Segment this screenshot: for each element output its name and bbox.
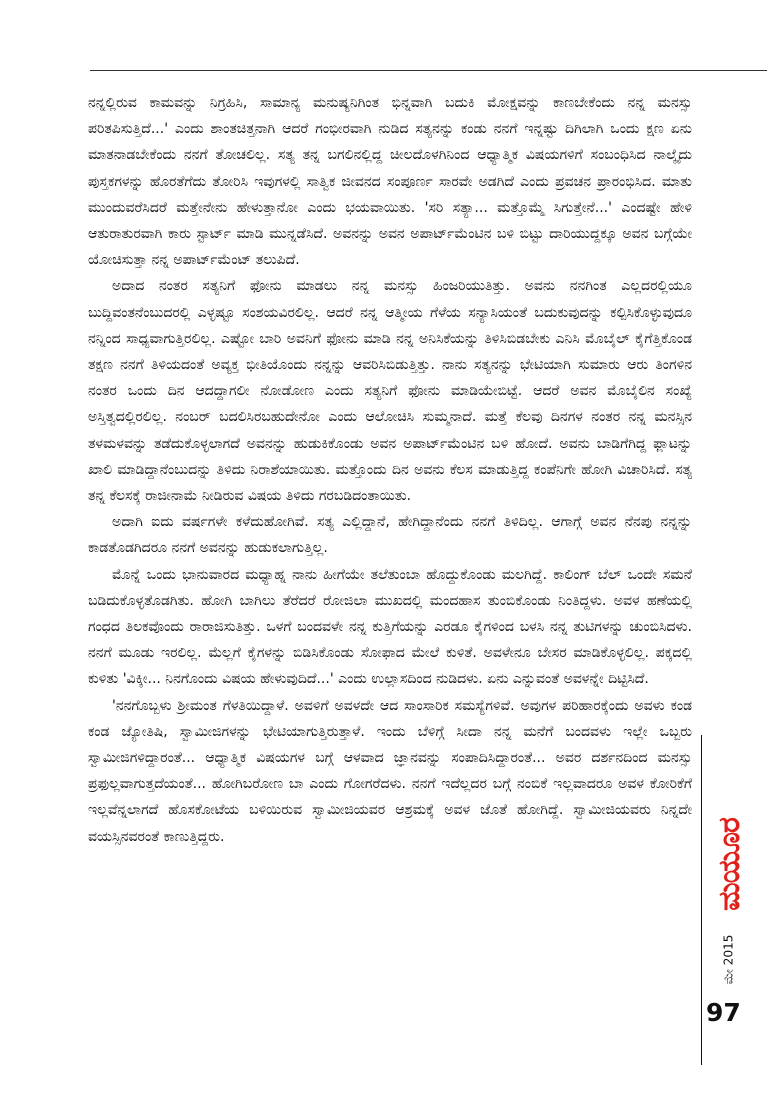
paragraph-4: ಮೊನ್ನೆ ಒಂದು ಭಾನುವಾರದ ಮಧ್ಯಾಹ್ನ ನಾನು ಹೀಗೆಯೇ ತಲೆತುಂಬಾ ಹೊದ್ದುಕೊಂಡು ಮಲಗಿದ್ದೆ. ಕಾಲಿಂಗ್ ಬೆಲ್ ಒಂದೇ ಸಮನೆ ಬಡಿದುಕೊಳ್ಳತೊಡಗಿತು. ಹೋಗಿ ಬಾಗಿಲು ತೆರೆದರೆ ರೋಜಿಲಾ ಮುಖದಲ್ಲಿ ಮಂದಹಾಸ ತುಂಬಿಕೊಂಡು ನಿಂತಿದ್ದಳು. ಅವಳ ಹಣೆಯಲ್ಲಿ ಗಂಧದ ತಿಲಕವೊಂದು ರಾರಾಜಿಸುತಿತ್ತು. ಒಳಗೆ ಬಂದವಳೇ ನನ್ನ ಕುತ್ತಿಗೆಯನ್ನು ಎರಡೂ ಕೈಗಳಿಂದ ಬಳಸಿ ನನ್ನ ತುಟಿಗಳನ್ನು ಚುಂಬಿಸಿದಳು. ನನಗೆ ಮೂಡು ಇರಲಿಲ್ಲ. ಮೆಲ್ಲಗೆ ಕೈಗಳನ್ನು ಬಿಡಿಸಿಕೊಂಡು ಸೋಫಾದ ಮೇಲೆ ಕುಳಿತೆ. ಅವಳೇನೂ ಬೇಸರ ಮಾಡಿಕೊಳ್ಳಲಿಲ್ಲ. ಪಕ್ಕದಲ್ಲಿ ಕುಳಿತು 'ವಿಕ್ಕೀ... ನಿನಗೊಂದು ವಿಷಯ ಹೇಳುವುದಿದೆ...' ಎಂದು ಉಲ್ಲಾಸದಿಂದ ನುಡಿದಳು. ಏನು ಎನ್ನುವಂತೆ ಅವಳನ್ನೇ ದಿಟ್ಟಿಸಿದೆ.: [88, 566, 692, 688]
margin-rule: [701, 735, 702, 1065]
paragraph-1: ನನ್ನಲ್ಲಿರುವ ಕಾಮವನ್ನು ನಿಗ್ರಹಿಸಿ, ಸಾಮಾನ್ಯ ಮನುಷ್ಯನಿಗಿಂತ ಭಿನ್ನವಾಗಿ ಬದುಕಿ ಮೋಕ್ಷವನ್ನು ಕಾಣಬೇಕೆಂದು ನನ್ನ ಮನಸ್ಸು ಪರಿತಪಿಸುತ್ತಿದೆ...' ಎಂದು ಶಾಂತಚಿತ್ತನಾಗಿ ಆದರೆ ಗಂಭೀರವಾಗಿ ನುಡಿದ ಸತ್ಯನನ್ನು ಕಂಡು ನನಗೆ ಇನ್ನಷ್ಟು ದಿಗಿಲಾಗಿ ಒಂದು ಕ್ಷಣ ಏನು ಮಾತನಾಡಬೇಕೆಂದು ನನಗೆ ತೋಚಲಿಲ್ಲ. ಸತ್ಯ ತನ್ನ ಬಗಲಿನಲ್ಲಿದ್ದ ಚೀಲದೊಳಗಿನಿಂದ ಆಧ್ಯಾತ್ಮಿಕ ವಿಷಯಗಳಿಗೆ ಸಂಬಂಧಿಸಿದ ನಾಲ್ಕೈದು ಪುಸ್ತಕಗಳನ್ನು ಹೊರತೆಗೆದು ತೋರಿಸಿ ಇವುಗಳಲ್ಲಿ ಸಾತ್ವಿಕ ಜೀವನದ ಸಂಪೂರ್ಣ ಸಾರವೇ ಅಡಗಿದೆ ಎಂದು ಪ್ರವಚನ ಪ್ರಾರಂಭಿಸಿದ. ಮಾತು ಮುಂದುವರೆಸಿದರೆ ಮತ್ತೇನೇನು ಹೇಳುತ್ತಾನೋ ಎಂದು ಭಯವಾಯಿತು. 'ಸರಿ ಸತ್ಯಾ... ಮತ್ತೊಮ್ಮೆ ಸಿಗುತ್ತೇನೆ...' ಎಂದಷ್ಟೇ ಹೇಳಿ ಆತುರಾತುರವಾಗಿ ಕಾರು ಸ್ಟಾರ್ಟ್ ಮಾಡಿ ಮುನ್ನಡೆಸಿದೆ. ಅವನನ್ನು ಅವನ ಅಪಾರ್ಟ್‌ಮೆಂಟಿನ ಬಳಿ ಬಿಟ್ಟು ದಾರಿಯುದ್ದಕ್ಕೂ ಅವನ ಬಗ್ಗೆಯೇ ಯೋಚಿಸುತ್ತಾ ನನ್ನ ಅಪಾರ್ಟ್‌ಮೆಂಟ್ ತಲುಪಿದೆ.: [88, 95, 692, 269]
magazine-branding: [707, 808, 751, 998]
header-rule: [90, 70, 767, 71]
issue-date: [707, 920, 751, 998]
page-number: 97: [706, 998, 741, 1027]
article-body: [88, 90, 692, 850]
magazine-logo: [707, 808, 751, 920]
paragraph-3: ಅದಾಗಿ ಐದು ವರ್ಷಗಳೇ ಕಳೆದುಹೋಗಿವೆ. ಸತ್ಯ ಎಲ್ಲಿದ್ದಾನೆ, ಹೇಗಿದ್ದಾನೆಂದು ನನಗೆ ತಿಳಿದಿಲ್ಲ. ಆಗಾಗ್ಗೆ ಅವನ ನೆನಪು ನನ್ನನ್ನು ಕಾಡತೊಡಗಿದರೂ ನನಗೆ ಅವನನ್ನು ಹುಡುಕಲಾಗುತ್ತಿಲ್ಲ.: [88, 514, 692, 557]
paragraph-5: 'ನನಗೊಬ್ಬಳು ಶ್ರೀಮಂತ ಗೆಳತಿಯಿದ್ದಾಳೆ. ಅವಳಿಗೆ ಅವಳದೇ ಆದ ಸಾಂಸಾರಿಕ ಸಮಸ್ಯೆಗಳಿವೆ. ಅವುಗಳ ಪರಿಹಾರಕ್ಕೆಂದು ಅವಳು ಕಂಡ ಕಂಡ ಜ್ಯೋತಿಷಿ, ಸ್ವಾಮೀಜಿಗಳನ್ನು ಭೇಟಿಯಾಗುತ್ತಿರುತ್ತಾಳೆ. ಇಂದು ಬೆಳಿಗ್ಗೆ ಸೀದಾ ನನ್ನ ಮನೆಗೆ ಬಂದವಳು ಇಲ್ಲೇ ಒಬ್ಬರು ಸ್ವಾಮೀಜಿಗಳಿದ್ದಾರಂತೆ... ಆಧ್ಯಾತ್ಮಿಕ ವಿಷಯಗಳ ಬಗ್ಗೆ ಆಳವಾದ ಜ್ಞಾನವನ್ನು ಸಂಪಾದಿಸಿದ್ದಾರಂತೆ... ಅವರ ದರ್ಶನದಿಂದ ಮನಸ್ಸು ಪ್ರಫುಲ್ಲವಾಗುತ್ತದೆಯಂತೆ... ಹೋಗಿಬರೋಣ ಬಾ ಎಂದು ಗೋಗರೆದಳು. ನನಗೆ ಇದೆಲ್ಲದರ ಬಗ್ಗೆ ನಂಬಿಕೆ ಇಲ್ಲವಾದರೂ ಅವಳ ಕೋರಿಕೆಗೆ ಇಲ್ಲವೆನ್ನಲಾಗದೆ ಹೊಸಕೋಟೆಯ ಬಳಿಯಿರುವ ಸ್ವಾಮೀಜಿಯವರ ಆಶ್ರಮಕ್ಕೆ ಅವಳ ಜೊತೆ ಹೋಗಿದ್ದೆ. ಸ್ವಾಮೀಜಿಯವರು ನಿನ್ನದೇ ವಯಸ್ಸಿನವರಂತೆ ಕಾಣುತ್ತಿದ್ದರು.: [88, 697, 692, 845]
magazine-logo-text: ಮಯೂರ: [711, 817, 747, 911]
paragraph-2: ಅದಾದ ನಂತರ ಸತ್ಯನಿಗೆ ಫೋನು ಮಾಡಲು ನನ್ನ ಮನಸ್ಸು ಹಿಂಜರಿಯುತಿತ್ತು. ಅವನು ನನಗಿಂತ ಎಲ್ಲದರಲ್ಲಿಯೂ ಬುದ್ದಿವಂತನೆಂಬುದರಲ್ಲಿ ಎಳ್ಳಷ್ಟೂ ಸಂಶಯವಿರಲಿಲ್ಲ. ಆದರೆ ನನ್ನ ಆತ್ಮೀಯ ಗೆಳೆಯ ಸನ್ಯಾಸಿಯಂತೆ ಬದುಕುವುದನ್ನು ಕಲ್ಪಿಸಿಕೊಳ್ಳುವುದೂ ನನ್ನಿಂದ ಸಾಧ್ಯವಾಗುತ್ತಿರಲಿಲ್ಲ. ಎಷ್ಟೋ ಬಾರಿ ಅವನಿಗೆ ಫೋನು ಮಾಡಿ ನನ್ನ ಅನಿಸಿಕೆಯನ್ನು ತಿಳಿಸಿಬಿಡಬೇಕು ಎನಿಸಿ ಮೊಬೈಲ್ ಕೈಗೆತ್ತಿಕೊಂಡ ತಕ್ಷಣ ನನಗೆ ತಿಳಿಯದಂತೆ ಅವ್ಯಕ್ತ ಭೀತಿಯೊಂದು ನನ್ನನ್ನು ಆವರಿಸಿಬಿಡುತ್ತಿತ್ತು. ನಾನು ಸತ್ಯನನ್ನು ಭೇಟಿಯಾಗಿ ಸುಮಾರು ಆರು ತಿಂಗಳಿನ ನಂತರ ಒಂದು ದಿನ ಆದದ್ದಾಗಲೀ ನೋಡೋಣ ಎಂದು ಸತ್ಯನಿಗೆ ಫೋನು ಮಾಡಿಯೇಬಿಟ್ಟೆ. ಆದರೆ ಅವನ ಮೊಬೈಲಿನ ಸಂಖ್ಯೆ ಅಸ್ತಿತ್ವದಲ್ಲಿರಲಿಲ್ಲ. ನಂಬರ್ ಬದಲಿಸಿರಬಹುದೇನೋ ಎಂದು ಆಲೋಚಿಸಿ ಸುಮ್ಮನಾದೆ. ಮತ್ತೆ ಕೆಲವು ದಿನಗಳ ನಂತರ ನನ್ನ ಮನಸ್ಸಿನ ತಳಮಳವನ್ನು ತಡೆದುಕೊಳ್ಳಲಾಗದೆ ಅವನನ್ನು ಹುಡುಕಿಕೊಂಡು ಅವನ ಅಪಾರ್ಟ್‌ಮೆಂಟಿನ ಬಳಿ ಹೋದೆ. ಅವನು ಬಾಡಿಗೆಗಿದ್ದ ಫ್ಲಾಟನ್ನು ಖಾಲಿ ಮಾಡಿದ್ದಾನೆಂಬುದನ್ನು ತಿಳಿದು ನಿರಾಶೆಯಾಯಿತು. ಮತ್ತೊಂದು ದಿನ ಅವನು ಕೆಲಸ ಮಾಡುತ್ತಿದ್ದ ಕಂಪೆನಿಗೇ ಹೋಗಿ ವಿಚಾರಿಸಿದೆ. ಸತ್ಯ ತನ್ನ ಕೆಲಸಕ್ಕೆ ರಾಜೀನಾಮೆ ನೀಡಿರುವ ವಿಷಯ ತಿಳಿದು ಗರಬಡಿದಂತಾಯಿತು.: [88, 278, 692, 505]
issue-date-text: ಮೇ 2015: [721, 934, 736, 984]
